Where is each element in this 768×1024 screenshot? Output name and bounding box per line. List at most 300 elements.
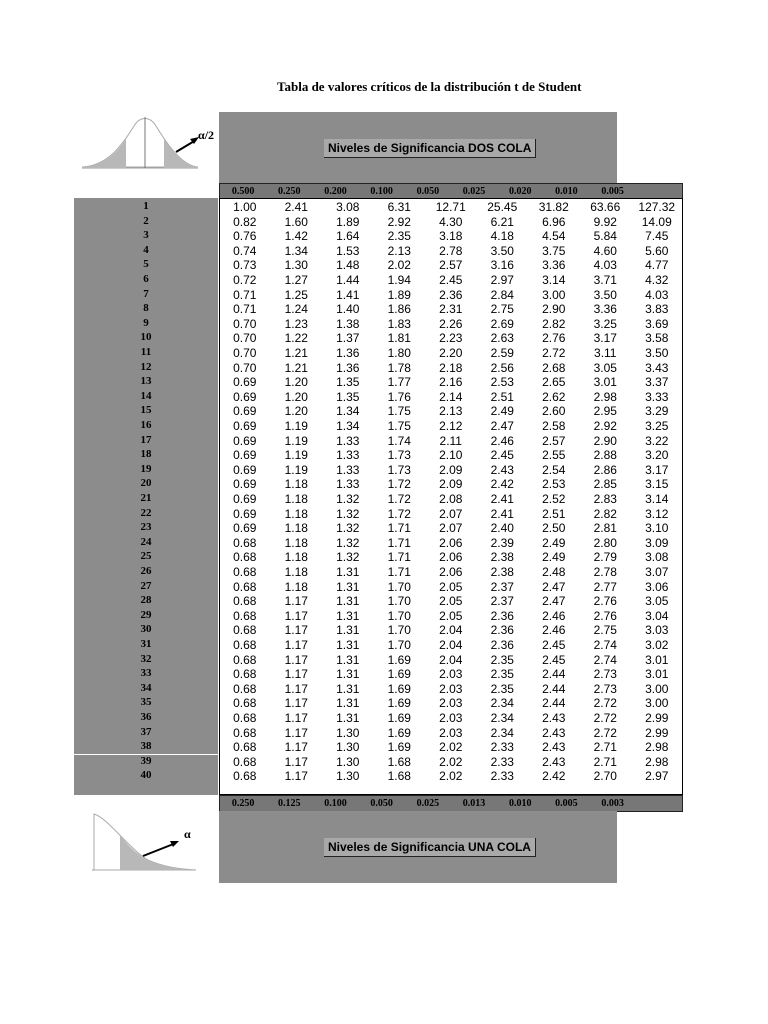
critical-value-cell: 1.31	[336, 711, 360, 725]
critical-value-cell: 2.49	[542, 550, 566, 565]
critical-value-cell: 1.17	[284, 711, 308, 725]
critical-value-cell: 3.05	[645, 594, 669, 609]
critical-value-cell: 2.42	[542, 769, 566, 784]
critical-value-cell: 2.12	[439, 419, 463, 433]
two-tail-level-cell: 0.500	[231, 186, 255, 197]
critical-value-cell: 2.43	[542, 711, 566, 725]
critical-value-cell: 0.68	[233, 754, 257, 769]
critical-value-cell: 2.58	[542, 419, 566, 433]
critical-value-cell: 1.24	[284, 302, 308, 317]
critical-value-cell: 2.88	[593, 448, 617, 463]
critical-value-cell: 2.36	[490, 608, 514, 623]
critical-value-cell: 2.48	[542, 565, 566, 579]
critical-value-cell: 2.81	[593, 521, 617, 536]
one-tail-levels-label: Niveles de Significancia UNA COLA	[324, 838, 536, 857]
table-row	[219, 302, 683, 316]
critical-value-cell: 0.68	[233, 711, 257, 725]
table-row	[219, 550, 683, 564]
critical-value-cell: 2.73	[593, 667, 617, 682]
critical-value-cell: 1.36	[336, 360, 360, 375]
critical-value-cell: 2.35	[387, 229, 411, 244]
critical-value-cell: 2.72	[593, 711, 617, 725]
critical-value-cell: 2.71	[593, 740, 617, 755]
critical-value-cell: 2.36	[490, 623, 514, 638]
critical-value-cell: 1.33	[336, 477, 360, 492]
table-row	[219, 609, 683, 623]
one-tail-level-cell: 0.005	[555, 798, 578, 809]
critical-value-cell: 1.53	[336, 243, 360, 258]
critical-value-cell: 3.17	[645, 462, 669, 477]
critical-value-cell: 1.70	[387, 638, 411, 652]
critical-value-cell: 2.37	[490, 594, 514, 609]
critical-value-cell: 1.27	[284, 273, 308, 287]
critical-value-cell: 63.66	[590, 200, 621, 214]
table-row	[219, 258, 683, 272]
critical-value-cell: 2.76	[593, 594, 617, 609]
critical-value-cell: 2.16	[439, 375, 463, 390]
table-row	[219, 200, 683, 214]
critical-value-cell: 0.69	[233, 506, 257, 521]
critical-value-cell: 2.82	[593, 506, 617, 521]
critical-value-cell: 3.07	[645, 565, 669, 579]
table-row	[219, 375, 683, 389]
critical-value-cell: 14.09	[641, 214, 672, 229]
critical-value-cell: 1.17	[284, 740, 308, 755]
df-label: 10	[140, 331, 152, 344]
df-label: 35	[140, 696, 152, 709]
df-label: 18	[140, 448, 152, 461]
critical-value-cell: 0.68	[233, 769, 257, 784]
critical-value-cell: 0.69	[233, 492, 257, 506]
critical-value-cell: 1.70	[387, 594, 411, 609]
critical-value-cell: 2.78	[593, 565, 617, 579]
df-label: 22	[140, 506, 152, 519]
df-label: 40	[140, 769, 152, 782]
critical-value-cell: 2.78	[439, 243, 463, 258]
table-row	[219, 331, 683, 345]
critical-value-cell: 2.03	[439, 667, 463, 682]
df-label: 11	[140, 346, 152, 358]
critical-value-cell: 1.17	[284, 681, 308, 696]
critical-value-cell: 1.18	[284, 579, 308, 594]
df-label: 20	[140, 477, 152, 490]
table-row	[219, 740, 683, 754]
critical-value-cell: 1.19	[284, 462, 308, 477]
critical-value-cell: 0.68	[233, 535, 257, 550]
critical-value-cell: 0.68	[233, 565, 257, 579]
df-label: 23	[140, 521, 152, 534]
critical-value-cell: 3.08	[336, 200, 360, 214]
critical-value-cell: 2.34	[490, 725, 514, 740]
critical-value-cell: 0.68	[233, 638, 257, 652]
critical-value-cell: 1.72	[387, 477, 411, 492]
critical-value-cell: 2.98	[645, 754, 669, 769]
critical-value-cell: 3.12	[645, 506, 669, 521]
critical-value-cell: 2.13	[439, 404, 463, 419]
critical-value-cell: 1.31	[336, 594, 360, 609]
critical-value-cell: 4.18	[490, 229, 514, 244]
critical-value-cell: 1.68	[387, 769, 411, 784]
table-row	[219, 244, 683, 258]
critical-value-cell: 0.69	[233, 521, 257, 536]
critical-value-cell: 2.65	[542, 375, 566, 390]
critical-value-cell: 1.73	[387, 448, 411, 463]
critical-value-cell: 0.69	[233, 477, 257, 492]
critical-value-cell: 31.82	[538, 200, 569, 214]
critical-value-cell: 2.11	[439, 433, 462, 448]
critical-value-cell: 2.44	[542, 696, 566, 711]
critical-value-cell: 3.01	[645, 667, 669, 682]
alpha-half-label: α/2	[198, 128, 215, 142]
table-row	[219, 477, 683, 491]
critical-value-cell: 1.30	[336, 769, 360, 784]
df-label: 34	[140, 681, 152, 694]
table-row	[219, 565, 683, 579]
one-tail-level-cell: 0.100	[324, 798, 347, 809]
critical-value-cell: 2.26	[439, 316, 463, 331]
df-label: 12	[140, 360, 152, 373]
critical-value-cell: 2.41	[490, 506, 514, 521]
table-row	[219, 696, 683, 710]
critical-value-cell: 2.45	[490, 448, 514, 463]
df-separator	[74, 754, 218, 755]
critical-value-cell: 1.71	[387, 535, 411, 550]
critical-value-cell: 1.42	[284, 229, 308, 244]
df-label: 26	[140, 565, 152, 577]
table-row	[219, 448, 683, 462]
critical-value-cell: 1.34	[336, 404, 360, 419]
critical-value-cell: 1.23	[284, 316, 308, 331]
critical-value-cell: 7.45	[645, 229, 669, 244]
critical-value-cell: 2.54	[542, 462, 566, 477]
critical-value-cell: 0.82	[233, 214, 257, 229]
critical-value-cell: 2.76	[542, 331, 566, 346]
critical-value-cell: 3.14	[645, 492, 669, 506]
document-title: Tabla de valores críticos de la distribución t de Student	[277, 79, 582, 94]
critical-value-cell: 2.85	[593, 477, 617, 492]
df-label: 33	[140, 667, 152, 680]
df-label: 19	[140, 462, 152, 475]
critical-value-cell: 2.02	[439, 740, 463, 755]
critical-value-cell: 2.04	[439, 638, 463, 652]
df-label: 21	[140, 492, 152, 504]
critical-value-cell: 1.17	[284, 667, 308, 682]
df-label: 28	[140, 594, 152, 607]
critical-value-cell: 0.69	[233, 419, 257, 433]
table-row	[219, 711, 683, 725]
df-label: 13	[140, 375, 152, 388]
critical-value-cell: 1.30	[336, 754, 360, 769]
critical-value-cell: 1.71	[387, 521, 411, 536]
critical-value-cell: 0.68	[233, 740, 257, 755]
one-tail-curve-icon	[88, 810, 200, 886]
critical-value-cell: 1.20	[284, 375, 308, 390]
critical-value-cell: 1.31	[336, 667, 360, 682]
critical-value-cell: 2.06	[439, 535, 463, 550]
df-label: 2	[143, 214, 149, 227]
critical-value-cell: 1.17	[284, 652, 308, 667]
critical-value-cell: 1.80	[387, 346, 411, 360]
critical-value-cell: 2.59	[490, 346, 514, 360]
critical-value-cell: 2.98	[645, 740, 669, 755]
critical-value-cell: 1.18	[284, 492, 308, 506]
critical-value-cell: 0.68	[233, 623, 257, 638]
critical-value-cell: 0.71	[233, 302, 257, 317]
critical-value-cell: 12.71	[435, 200, 466, 214]
critical-value-cell: 2.73	[593, 681, 617, 696]
critical-value-cell: 2.57	[542, 433, 566, 448]
critical-value-cell: 0.70	[233, 346, 257, 360]
critical-value-cell: 2.72	[542, 346, 566, 360]
critical-value-cell: 2.04	[439, 623, 463, 638]
critical-value-cell: 0.73	[233, 258, 257, 273]
critical-value-cell: 2.92	[593, 419, 617, 433]
critical-value-cell: 2.41	[490, 492, 514, 506]
critical-value-cell: 1.69	[387, 667, 411, 682]
table-row	[219, 682, 683, 696]
critical-value-cell: 2.46	[490, 433, 514, 448]
critical-value-cell: 3.25	[593, 316, 617, 331]
critical-value-cell: 2.05	[439, 579, 463, 594]
critical-value-cell: 0.68	[233, 725, 257, 740]
critical-value-cell: 0.71	[233, 287, 257, 302]
critical-value-cell: 3.58	[645, 331, 669, 346]
critical-value-cell: 2.07	[439, 521, 463, 536]
df-label: 30	[140, 623, 152, 636]
critical-value-cell: 2.97	[645, 769, 669, 784]
critical-value-cell: 3.36	[542, 258, 566, 273]
critical-value-cell: 1.18	[284, 535, 308, 550]
two-tail-curve-icon	[78, 114, 220, 186]
df-label: 7	[143, 287, 149, 300]
table-row	[219, 755, 683, 769]
critical-value-cell: 2.35	[490, 652, 514, 667]
critical-value-cell: 1.69	[387, 725, 411, 740]
critical-value-cell: 4.03	[593, 258, 617, 273]
critical-value-cell: 2.46	[542, 623, 566, 638]
critical-value-cell: 2.35	[490, 667, 514, 682]
df-label: 24	[140, 535, 152, 548]
critical-value-cell: 1.35	[336, 375, 360, 390]
critical-value-cell: 2.53	[490, 375, 514, 390]
critical-value-cell: 2.77	[593, 579, 617, 594]
critical-value-cell: 1.36	[336, 346, 360, 360]
critical-value-cell: 1.17	[284, 623, 308, 638]
df-label: 16	[140, 419, 152, 431]
critical-value-cell: 2.09	[439, 462, 463, 477]
critical-value-cell: 1.44	[336, 273, 360, 287]
critical-value-cell: 2.42	[490, 477, 514, 492]
critical-value-cell: 1.71	[387, 550, 411, 565]
critical-value-cell: 2.84	[490, 287, 514, 302]
critical-value-cell: 3.17	[593, 331, 617, 346]
critical-value-cell: 2.44	[542, 681, 566, 696]
critical-value-cell: 0.68	[233, 608, 257, 623]
critical-value-cell: 0.68	[233, 594, 257, 609]
two-tail-level-cell: 0.025	[462, 186, 486, 197]
critical-value-cell: 0.69	[233, 389, 257, 404]
critical-value-cell: 1.69	[387, 696, 411, 711]
table-row	[219, 638, 683, 652]
df-label: 9	[143, 316, 149, 329]
critical-value-cell: 3.00	[542, 287, 566, 302]
critical-value-cell: 3.43	[645, 360, 669, 375]
critical-value-cell: 1.32	[336, 535, 360, 550]
critical-value-cell: 3.29	[645, 404, 669, 419]
critical-value-cell: 0.74	[233, 243, 257, 258]
critical-value-cell: 2.43	[542, 740, 566, 755]
critical-value-cell: 2.03	[439, 725, 463, 740]
df-label: 15	[140, 404, 152, 417]
two-tail-level-cell: 0.005	[601, 186, 624, 197]
table-row	[219, 317, 683, 331]
critical-value-cell: 2.33	[490, 740, 514, 755]
critical-value-cell: 1.69	[387, 740, 411, 755]
critical-value-cell: 0.68	[233, 652, 257, 667]
critical-value-cell: 3.71	[593, 273, 617, 287]
critical-value-cell: 1.77	[387, 375, 411, 390]
table-row	[219, 667, 683, 681]
table-row	[219, 434, 683, 448]
critical-value-cell: 0.70	[233, 316, 257, 331]
critical-value-cell: 1.32	[336, 492, 360, 506]
critical-value-cell: 1.73	[387, 462, 411, 477]
critical-value-cell: 3.00	[645, 696, 669, 711]
critical-value-cell: 2.51	[490, 389, 514, 404]
one-tail-level-cell: 0.025	[416, 798, 440, 809]
critical-value-cell: 2.43	[542, 725, 566, 740]
critical-value-cell: 4.60	[593, 243, 617, 258]
one-tail-level-cell: 0.050	[370, 798, 393, 809]
critical-value-cell: 2.08	[439, 492, 463, 506]
critical-value-cell: 1.69	[387, 652, 411, 667]
critical-value-cell: 2.02	[439, 769, 463, 784]
critical-value-cell: 1.31	[336, 681, 360, 696]
critical-value-cell: 3.50	[593, 287, 617, 302]
critical-value-cell: 1.30	[336, 725, 360, 740]
critical-value-cell: 1.74	[387, 433, 411, 448]
df-label: 38	[140, 740, 152, 753]
critical-value-cell: 2.70	[593, 769, 617, 784]
critical-value-cell: 0.68	[233, 681, 257, 696]
critical-value-cell: 3.08	[645, 550, 669, 565]
critical-value-cell: 1.72	[387, 492, 411, 506]
critical-value-cell: 1.33	[336, 462, 360, 477]
critical-value-cell: 1.75	[387, 404, 411, 419]
critical-value-cell: 0.70	[233, 360, 257, 375]
critical-value-cell: 1.17	[284, 696, 308, 711]
critical-value-cell: 1.32	[336, 521, 360, 536]
critical-value-cell: 3.83	[645, 302, 669, 317]
critical-value-cell: 2.76	[593, 608, 617, 623]
critical-value-cell: 1.75	[387, 419, 411, 433]
critical-value-cell: 0.69	[233, 404, 257, 419]
critical-value-cell: 1.86	[387, 302, 411, 317]
critical-value-cell: 2.56	[490, 360, 514, 375]
critical-value-cell: 1.18	[284, 521, 308, 536]
critical-value-cell: 1.69	[387, 681, 411, 696]
table-row	[219, 215, 683, 229]
critical-value-cell: 2.47	[542, 579, 566, 594]
critical-value-cell: 2.45	[439, 273, 463, 287]
critical-value-cell: 0.69	[233, 462, 257, 477]
critical-value-cell: 3.22	[645, 433, 669, 448]
df-label: 25	[140, 550, 152, 563]
critical-value-cell: 2.34	[490, 696, 514, 711]
critical-value-cell: 6.31	[387, 200, 411, 214]
critical-value-cell: 0.68	[233, 667, 257, 682]
critical-value-cell: 2.72	[593, 725, 617, 740]
critical-value-cell: 1.72	[387, 506, 411, 521]
critical-value-cell: 1.30	[336, 740, 360, 755]
table-row	[219, 361, 683, 375]
critical-value-cell: 3.09	[645, 535, 669, 550]
df-label: 17	[140, 433, 152, 446]
critical-value-cell: 2.80	[593, 535, 617, 550]
critical-value-cell: 1.89	[387, 287, 411, 302]
critical-value-cell: 2.60	[542, 404, 566, 419]
critical-value-cell: 2.90	[593, 433, 617, 448]
critical-value-cell: 1.34	[284, 243, 308, 258]
critical-value-cell: 2.99	[645, 711, 669, 725]
critical-value-cell: 2.35	[490, 681, 514, 696]
critical-value-cell: 0.69	[233, 375, 257, 390]
critical-value-cell: 1.31	[336, 696, 360, 711]
critical-value-cell: 2.07	[439, 506, 463, 521]
critical-value-cell: 2.71	[593, 754, 617, 769]
critical-value-cell: 1.19	[284, 448, 308, 463]
critical-value-cell: 2.03	[439, 681, 463, 696]
alpha-label: α	[184, 827, 191, 841]
critical-value-cell: 1.70	[387, 608, 411, 623]
critical-value-cell: 3.16	[490, 258, 514, 273]
critical-value-cell: 3.25	[645, 419, 669, 433]
critical-value-cell: 3.50	[645, 346, 669, 360]
critical-value-cell: 2.90	[542, 302, 566, 317]
critical-value-cell: 2.38	[490, 550, 514, 565]
critical-value-cell: 1.32	[336, 506, 360, 521]
critical-value-cell: 2.63	[490, 331, 514, 346]
table-row	[219, 507, 683, 521]
critical-value-cell: 25.45	[487, 200, 518, 214]
table-row	[219, 390, 683, 404]
critical-value-cell: 0.69	[233, 433, 257, 448]
one-tail-level-cell: 0.010	[508, 798, 532, 809]
critical-value-cell: 1.71	[387, 565, 411, 579]
critical-value-cell: 6.96	[542, 214, 566, 229]
critical-value-cell: 2.37	[490, 579, 514, 594]
two-tail-level-cell: 0.020	[508, 186, 532, 197]
critical-value-cell: 1.31	[336, 565, 360, 579]
critical-value-cell: 2.38	[490, 565, 514, 579]
critical-value-cell: 2.62	[542, 389, 566, 404]
critical-value-cell: 2.47	[542, 594, 566, 609]
critical-value-cell: 2.69	[490, 316, 514, 331]
df-label: 27	[140, 579, 152, 592]
critical-value-cell: 1.31	[336, 652, 360, 667]
critical-value-cell: 2.33	[490, 769, 514, 784]
critical-value-cell: 2.20	[439, 346, 463, 360]
critical-value-cell: 3.04	[645, 608, 669, 623]
critical-value-cell: 4.54	[542, 229, 566, 244]
critical-value-cell: 2.13	[387, 243, 411, 258]
df-label: 5	[143, 258, 149, 271]
table-row	[219, 346, 683, 360]
critical-value-cell: 3.03	[645, 623, 669, 638]
df-label: 3	[143, 229, 149, 242]
critical-value-cell: 4.32	[645, 273, 669, 287]
critical-value-cell: 3.01	[645, 652, 669, 667]
